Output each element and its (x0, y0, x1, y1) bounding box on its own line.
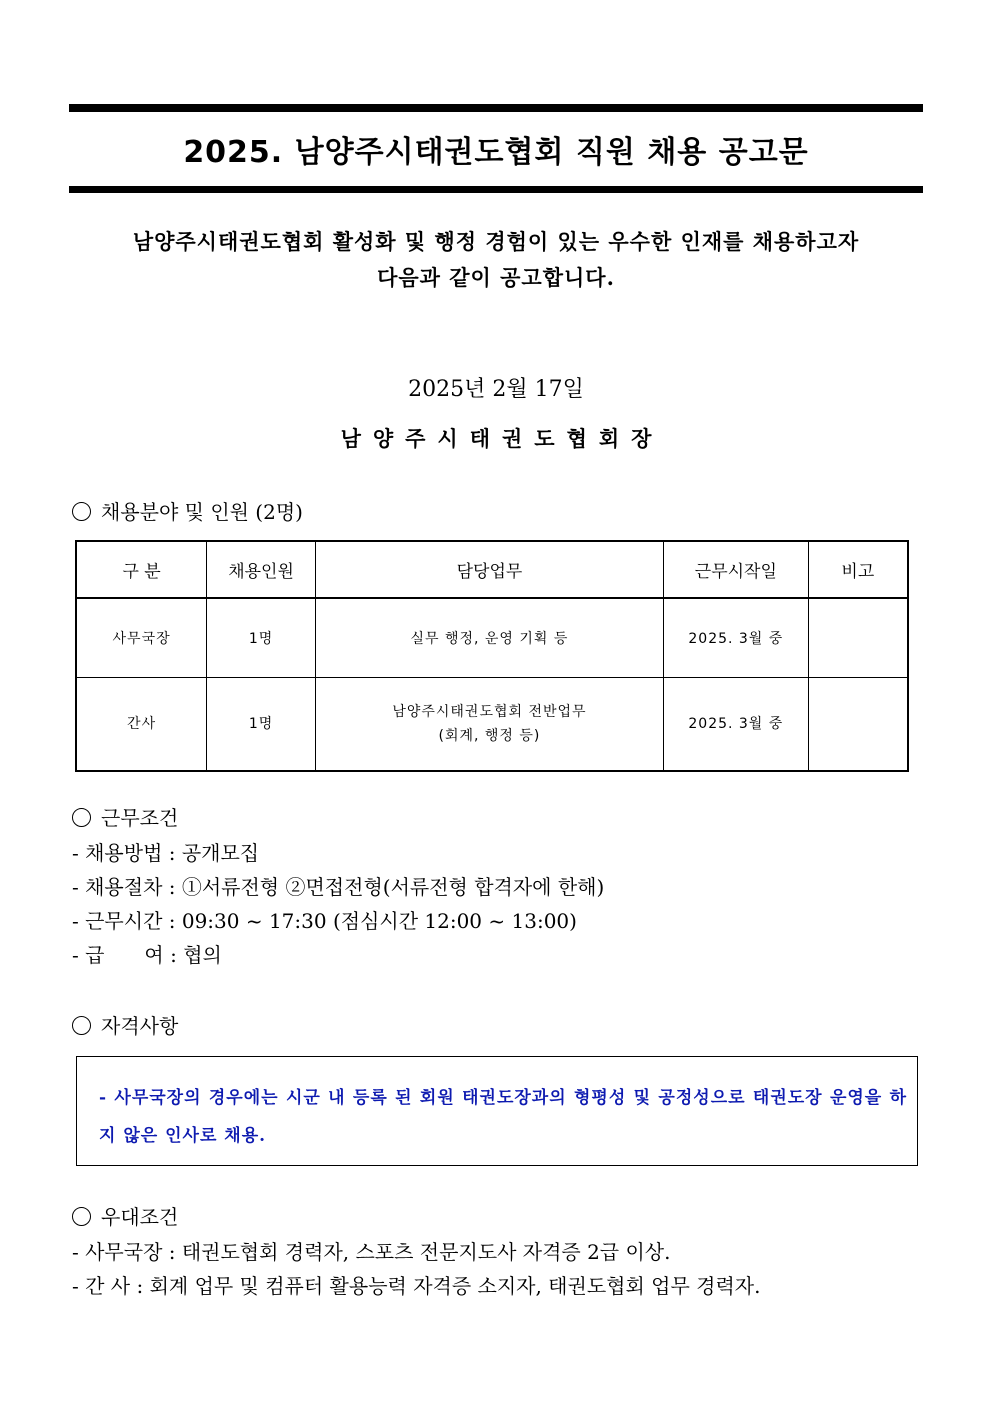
header-duty: 담당업무 (315, 541, 663, 598)
intro-line-1: 남양주시태권도협회 활성화 및 행정 경험이 있는 우수한 인재를 채용하고자 (132, 229, 860, 254)
header-count: 채용인원 (207, 541, 316, 598)
section-recruit-heading (72, 497, 303, 527)
cell-note (808, 678, 908, 772)
circle-bullet-icon (72, 1016, 91, 1035)
table-row (76, 598, 908, 678)
cell-duty-line1: 실무 행정, 운영 기획 등 (410, 631, 569, 647)
qualifications-text: - 사무국장의 경우에는 시군 내 등록 된 회원 태권도장과의 형평성 및 공정성으로 태권도장 운영을 하지 않은 인사로 채용. (99, 1088, 907, 1146)
title-top-rule (69, 104, 923, 112)
cell-duty (315, 598, 663, 678)
condition-item: - 근무시간 : 09:30 ~ 17:30 (점심시간 12:00 ~ 13:00) (72, 909, 577, 933)
header-start: 근무시작일 (663, 541, 808, 598)
cell-count: 1명 (207, 598, 316, 678)
recruit-table (75, 540, 909, 772)
cell-start: 2025. 3월 중 (663, 598, 808, 678)
section-qualifications-label: 자격사항 (101, 1014, 179, 1038)
section-preferences-heading (72, 1202, 178, 1232)
condition-item: - 급 여 : 협의 (72, 943, 222, 967)
issuer-name: 남양주시태권도협회장 (340, 426, 664, 451)
cell-division: 간사 (76, 678, 207, 772)
cell-duty (315, 678, 663, 772)
intro-line-2: 다음과 같이 공고합니다. (377, 265, 615, 290)
circle-bullet-icon (72, 808, 91, 827)
cell-duty-line2: (회계, 행정 등) (438, 728, 541, 744)
table-row (76, 678, 908, 772)
cell-start: 2025. 3월 중 (663, 678, 808, 772)
qualifications-box (76, 1056, 918, 1166)
header-note: 비고 (808, 541, 908, 598)
section-conditions-heading (72, 803, 178, 833)
preference-item: - 간 사 : 회계 업무 및 컴퓨터 활용능력 자격증 소지자, 태권도협회 업무 경력자. (72, 1274, 761, 1298)
section-preferences-label: 우대조건 (101, 1205, 179, 1229)
circle-bullet-icon (72, 502, 91, 521)
cell-note (808, 598, 908, 678)
page-title: 2025. 남양주시태권도협회 직원 채용 공고문 (183, 135, 809, 170)
cell-division: 사무국장 (76, 598, 207, 678)
section-recruit-label: 채용분야 및 인원 (2명) (101, 500, 303, 524)
header-division: 구 분 (76, 541, 207, 598)
condition-item: - 채용절차 : ①서류전형 ②면접전형(서류전형 합격자에 한해) (72, 875, 605, 899)
section-conditions-label: 근무조건 (101, 806, 179, 830)
cell-count: 1명 (207, 678, 316, 772)
table-header-row (76, 541, 908, 598)
section-qualifications-heading (72, 1011, 178, 1041)
notice-date: 2025년 2월 17일 (408, 377, 584, 402)
preference-item: - 사무국장 : 태권도협회 경력자, 스포츠 전문지도사 자격증 2급 이상. (72, 1240, 671, 1264)
circle-bullet-icon (72, 1207, 91, 1226)
condition-item: - 채용방법 : 공개모집 (72, 841, 260, 865)
title-bottom-rule (69, 186, 923, 193)
cell-duty-line1: 남양주시태권도협회 전반업무 (392, 704, 587, 720)
